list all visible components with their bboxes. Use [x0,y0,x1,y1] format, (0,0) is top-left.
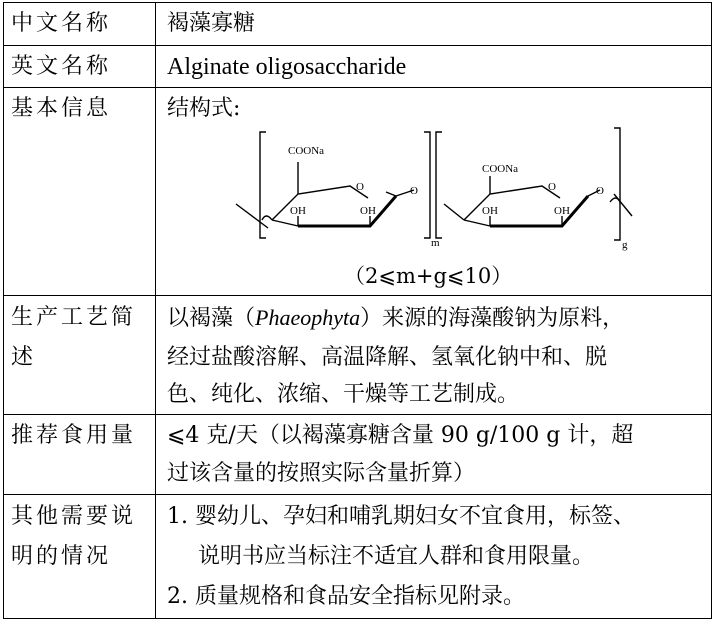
label-cn-name: 中文名称 [11,11,112,36]
ring-oxygen-2: O [548,181,556,193]
process-line-3: 色、纯化、浓缩、干燥等工艺制成。 [167,382,520,407]
polymerization-range: （2⩽m+g⩽10） [344,264,513,288]
label-process-2: 述 [11,345,37,370]
subscript-m: m [431,237,440,249]
intake-line-2: 过该含量的按照实际含量折算） [167,461,476,486]
hydroxyl-2a: OH [482,205,498,217]
row-divider [3,45,712,46]
process-line-1-pre: 以褐藻（ [167,306,256,331]
note-item-1-line-1: 1. 婴幼儿、孕妇和哺乳期妇女不宜食用，标签、 [167,504,635,529]
structural-formula [228,124,648,254]
hydroxyl-2b: OH [554,205,570,217]
table-border-bottom [3,618,712,619]
row-divider [3,2,712,3]
process-line-1-post: ）来源的海藻酸钠为原料， [360,306,625,331]
label-intake: 推荐食用量 [11,423,137,448]
link-oxygen-1: O [410,185,418,197]
species-name: Phaeophyta [255,305,361,330]
row-divider [3,295,712,296]
table-border-left [3,2,4,619]
intake-line-1: ⩽4 克/天（以褐藻寡糖含量 90 g/100 g 计，超 [167,423,634,448]
process-line-1 [167,298,624,339]
row-divider [3,494,712,495]
label-en-name: 英文名称 [11,54,112,79]
ring-oxygen-1: O [356,181,364,193]
subscript-g: g [622,239,628,251]
process-line-2: 经过盐酸溶解、高温降解、氢氧化钠中和、脱 [167,345,608,370]
hydroxyl-1a: OH [290,205,306,217]
carboxylate-label-1: COONa [288,145,325,157]
table-border-right [711,2,712,619]
label-other-2: 明的情况 [11,544,112,569]
note-item-1-line-2: 说明书应当标注不适宜人群和食用限量。 [198,544,595,569]
label-basic-info: 基本信息 [11,96,112,121]
column-divider [155,2,156,619]
label-process-1: 生产工艺简 [11,305,137,330]
label-other-1: 其他需要说 [11,504,137,529]
value-en-name: Alginate oligosaccharide [167,54,407,80]
structure-title: 结构式: [167,96,241,121]
value-cn-name: 褐藻寡糖 [167,11,256,36]
hydroxyl-1b: OH [360,205,376,217]
row-divider [3,87,712,88]
carboxylate-label-2: COONa [482,163,519,175]
note-item-2: 2. 质量规格和食品安全指标见附录。 [167,584,525,609]
link-oxygen-2: O [596,185,604,197]
